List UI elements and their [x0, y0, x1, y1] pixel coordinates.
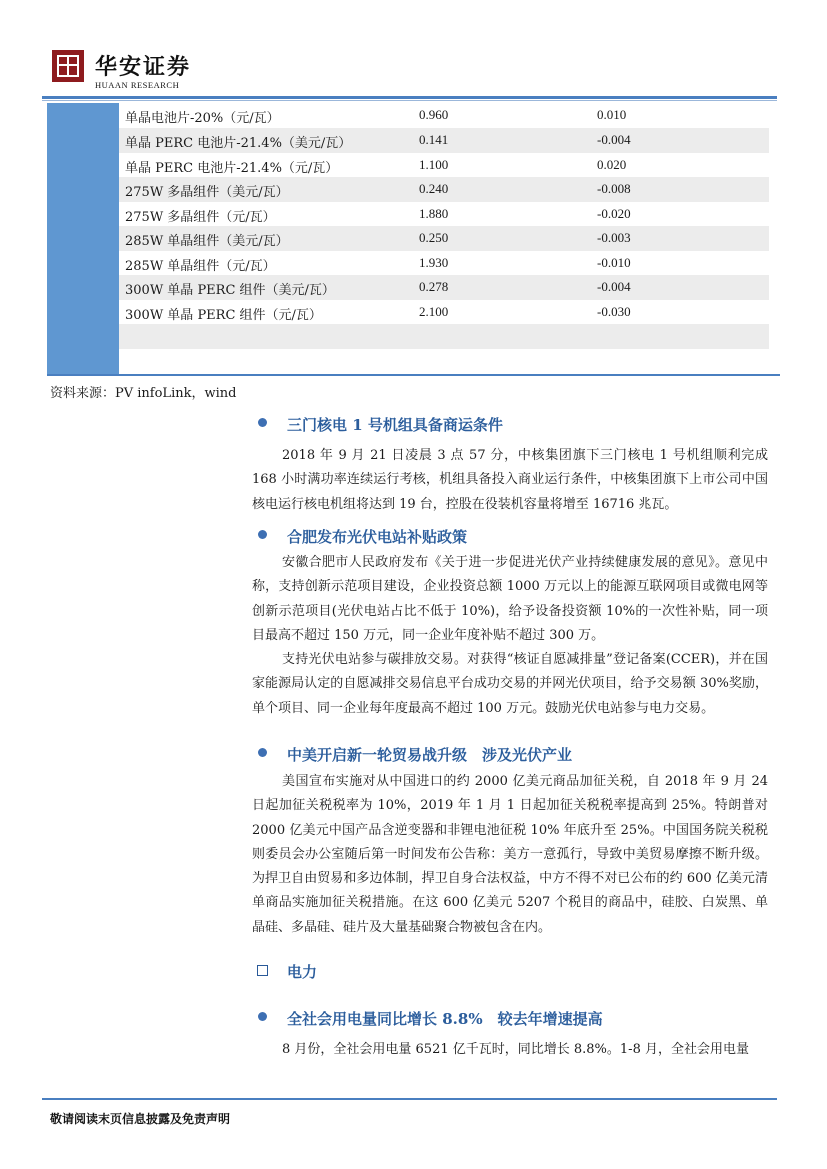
brand-name-en: HUAAN RESEARCH: [95, 80, 180, 90]
change-value: -0.004: [597, 279, 631, 294]
product-name: 285W 单晶组件（美元/瓦）: [125, 234, 289, 249]
footer-disclaimer: 敬请阅读末页信息披露及免责声明: [50, 1112, 231, 1126]
paragraph: 支持光伏电站参与碳排放交易。对获得“核证自愿减排量”登记备案(CCER)，并在国家能源局认定的自愿减排交易信息平台成功交易的并网光伏项目，给予交易额 30%奖励，单个项目、同一企业每年度最高不超过 100 万元。鼓励光伏电站参与电力交易。: [252, 652, 768, 716]
header-divider-thin: [42, 100, 777, 101]
change-value: -0.030: [597, 304, 631, 319]
price-value: 0.250: [419, 230, 449, 245]
price-value: 0.960: [419, 107, 449, 122]
brand-name-cn: 华安证券: [95, 54, 192, 80]
price-value: 1.100: [419, 157, 449, 172]
product-name: 285W 单晶组件（元/瓦）: [125, 259, 276, 274]
change-value: -0.003: [597, 230, 631, 245]
bullet-icon: [258, 748, 267, 757]
paragraph: 美国宣布实施对从中国进口的约 2000 亿美元商品加征关税，自 2018 年 9 月 24 日起加征关税税率为 10%，2019 年 1 月 1 日起加征关税税率提高到 25%。特朗普对 2000 亿美元中国产品含逆变器和非锂电池征税 10% 年底升至 25%。中国国务院关税税则委员会办公室随后第一时间发布公告称：美方一意孤行，导致中美贸易摩擦不断升级。为捍卫自由贸易和多边体制，捍卫自身合法权益，中方不得不对已公布的约 600 亿美元清单商品实施加征关税措施。在这 600 亿美元 5207 个税目的商品中，硅胶、白炭黑、单晶硅、多晶硅、硅片及大量基础聚合物被包含在内。: [252, 774, 768, 935]
section-heading: 全社会用电量同比增长 8.8% 较去年增速提高: [287, 1010, 603, 1028]
change-value: 0.020: [597, 157, 627, 172]
paragraph: 2018 年 9 月 21 日凌晨 3 点 57 分，中核集团旗下三门核电 1 号机组顺利完成 168 小时满功率连续运行考核，机组具备投入商业运行条件，中核集团旗下上市公司中国核电运行核电机组将达到 19 台，控股在役装机容量将增至 16716 兆瓦。: [252, 448, 768, 512]
section-body: [252, 444, 768, 517]
table-bottom-rule: [47, 374, 780, 376]
section-body: [252, 770, 768, 940]
bullet-icon: [258, 530, 267, 539]
bullet-icon: [258, 1012, 267, 1021]
change-value: -0.020: [597, 206, 631, 221]
table-row: [119, 103, 769, 128]
price-value: 0.278: [419, 279, 449, 294]
bullet-icon: [258, 418, 267, 427]
table-row: [119, 128, 769, 153]
change-value: -0.010: [597, 255, 631, 270]
section-body: [252, 551, 768, 721]
price-value: 2.100: [419, 304, 449, 319]
table-row: [119, 153, 769, 178]
product-name: 单晶 PERC 电池片-21.4%（美元/瓦）: [125, 136, 352, 151]
price-value: 0.240: [419, 181, 449, 196]
table-row-empty: [119, 324, 769, 349]
change-value: -0.004: [597, 132, 631, 147]
footer-divider: [42, 1098, 777, 1100]
price-value: 1.930: [419, 255, 449, 270]
category-heading: 电力: [287, 963, 318, 981]
paragraph: 安徽合肥市人民政府发布《关于进一步促进光伏产业持续健康发展的意见》。意见中称，支持创新示范项目建设，企业投资总额 1000 万元以上的能源互联网项目或微电网等创新示范项目(光伏电站占比不低于 10%)，给予设备投资额 10%的一次性补贴，同一项目最高不超过 150 万元，同一企业年度补贴不超过 300 万。: [252, 555, 768, 643]
checkbox-square-icon: [257, 965, 268, 976]
product-name: 300W 单晶 PERC 组件（元/瓦）: [125, 308, 322, 323]
product-name: 300W 单晶 PERC 组件（美元/瓦）: [125, 283, 335, 298]
price-value: 0.141: [419, 132, 449, 147]
paragraph: 8 月份，全社会用电量 6521 亿千瓦时，同比增长 8.8%。1-8 月，全社会用电量: [282, 1042, 749, 1057]
product-name: 275W 多晶组件（美元/瓦）: [125, 185, 289, 200]
table-source-note: 资料来源：PV infoLink，wind: [50, 386, 237, 401]
table-row: [119, 300, 769, 325]
table-row: [119, 202, 769, 227]
table-side-band: [47, 103, 119, 374]
product-name: 单晶 PERC 电池片-21.4%（元/瓦）: [125, 161, 339, 176]
section-heading: 三门核电 1 号机组具备商运条件: [287, 416, 503, 434]
section-heading: 中美开启新一轮贸易战升级 涉及光伏产业: [287, 746, 573, 764]
table-row: [119, 226, 769, 251]
product-name: 275W 多晶组件（元/瓦）: [125, 210, 276, 225]
section-body: [252, 1038, 768, 1062]
change-value: -0.008: [597, 181, 631, 196]
product-name: 单晶电池片-20%（元/瓦）: [125, 111, 280, 126]
table-row: [119, 251, 769, 276]
section-heading: 合肥发布光伏电站补贴政策: [287, 528, 468, 546]
price-value: 1.880: [419, 206, 449, 221]
company-logo-icon: [52, 50, 84, 82]
table-row: [119, 177, 769, 202]
change-value: 0.010: [597, 107, 627, 122]
table-row: [119, 275, 769, 300]
header-divider: [42, 96, 777, 99]
